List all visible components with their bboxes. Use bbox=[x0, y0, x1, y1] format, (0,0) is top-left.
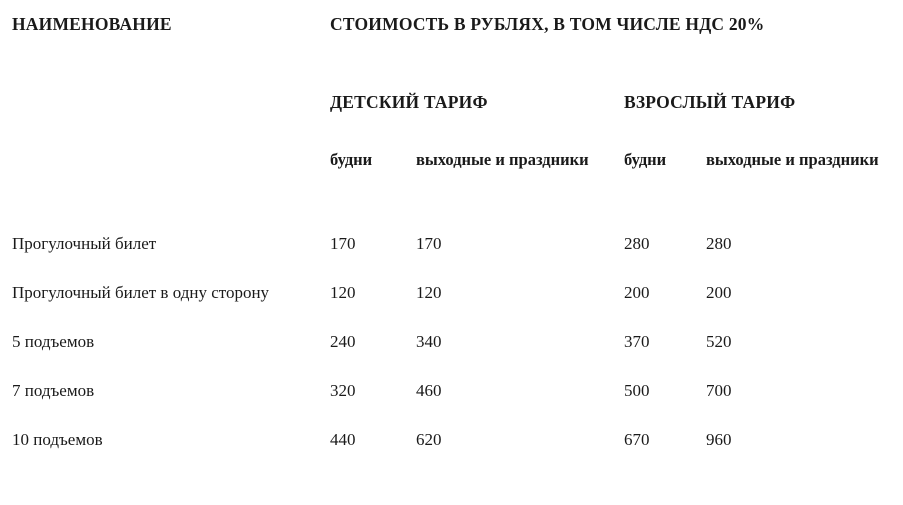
table-header-row-1 bbox=[0, 0, 903, 78]
row-child-weekday: 320 bbox=[330, 380, 356, 400]
row-child-weekend: 460 bbox=[416, 380, 442, 400]
row-child-weekend: 340 bbox=[416, 331, 442, 351]
row-name: Прогулочный билет в одну сторону bbox=[12, 282, 270, 302]
row-child-weekday: 440 bbox=[330, 429, 356, 449]
row-name: 5 подъемов bbox=[12, 331, 95, 351]
header-adult-weekend: выходные и праздники bbox=[706, 150, 879, 169]
row-adult-weekday: 370 bbox=[624, 331, 650, 351]
row-adult-weekend: 700 bbox=[706, 380, 732, 400]
header-child-weekend: выходные и праздники bbox=[416, 150, 589, 169]
row-name: 7 подъемов bbox=[12, 380, 95, 400]
row-name: Прогулочный билет bbox=[12, 234, 157, 253]
row-adult-weekday: 280 bbox=[624, 234, 650, 253]
row-adult-weekend: 520 bbox=[706, 331, 732, 351]
row-child-weekday: 170 bbox=[330, 234, 356, 253]
row-child-weekday: 120 bbox=[330, 282, 356, 302]
row-name: 10 подъемов bbox=[12, 429, 103, 449]
header-name-column: НАИМЕНОВАНИЕ bbox=[12, 14, 172, 34]
header-child-tariff: ДЕТСКИЙ ТАРИФ bbox=[330, 92, 488, 112]
row-adult-weekday: 670 bbox=[624, 429, 650, 449]
table-row bbox=[0, 269, 903, 318]
table-row bbox=[0, 416, 903, 465]
row-child-weekend: 170 bbox=[416, 234, 442, 253]
header-adult-weekday: будни bbox=[624, 150, 667, 169]
row-child-weekend: 620 bbox=[416, 429, 442, 449]
header-adult-tariff: ВЗРОСЛЫЙ ТАРИФ bbox=[624, 92, 796, 112]
row-adult-weekday: 200 bbox=[624, 282, 650, 302]
table-row bbox=[0, 220, 903, 269]
table-row bbox=[0, 367, 903, 416]
row-child-weekend: 120 bbox=[416, 282, 442, 302]
row-adult-weekend: 200 bbox=[706, 282, 732, 302]
row-adult-weekend: 280 bbox=[706, 234, 732, 253]
header-child-weekday: будни bbox=[330, 150, 373, 169]
row-adult-weekend: 960 bbox=[706, 429, 732, 449]
table-row bbox=[0, 318, 903, 367]
row-adult-weekday: 500 bbox=[624, 380, 650, 400]
row-child-weekday: 240 bbox=[330, 331, 356, 351]
header-price-column: СТОИМОСТЬ В РУБЛЯХ, В ТОМ ЧИСЛЕ НДС 20% bbox=[330, 14, 765, 34]
